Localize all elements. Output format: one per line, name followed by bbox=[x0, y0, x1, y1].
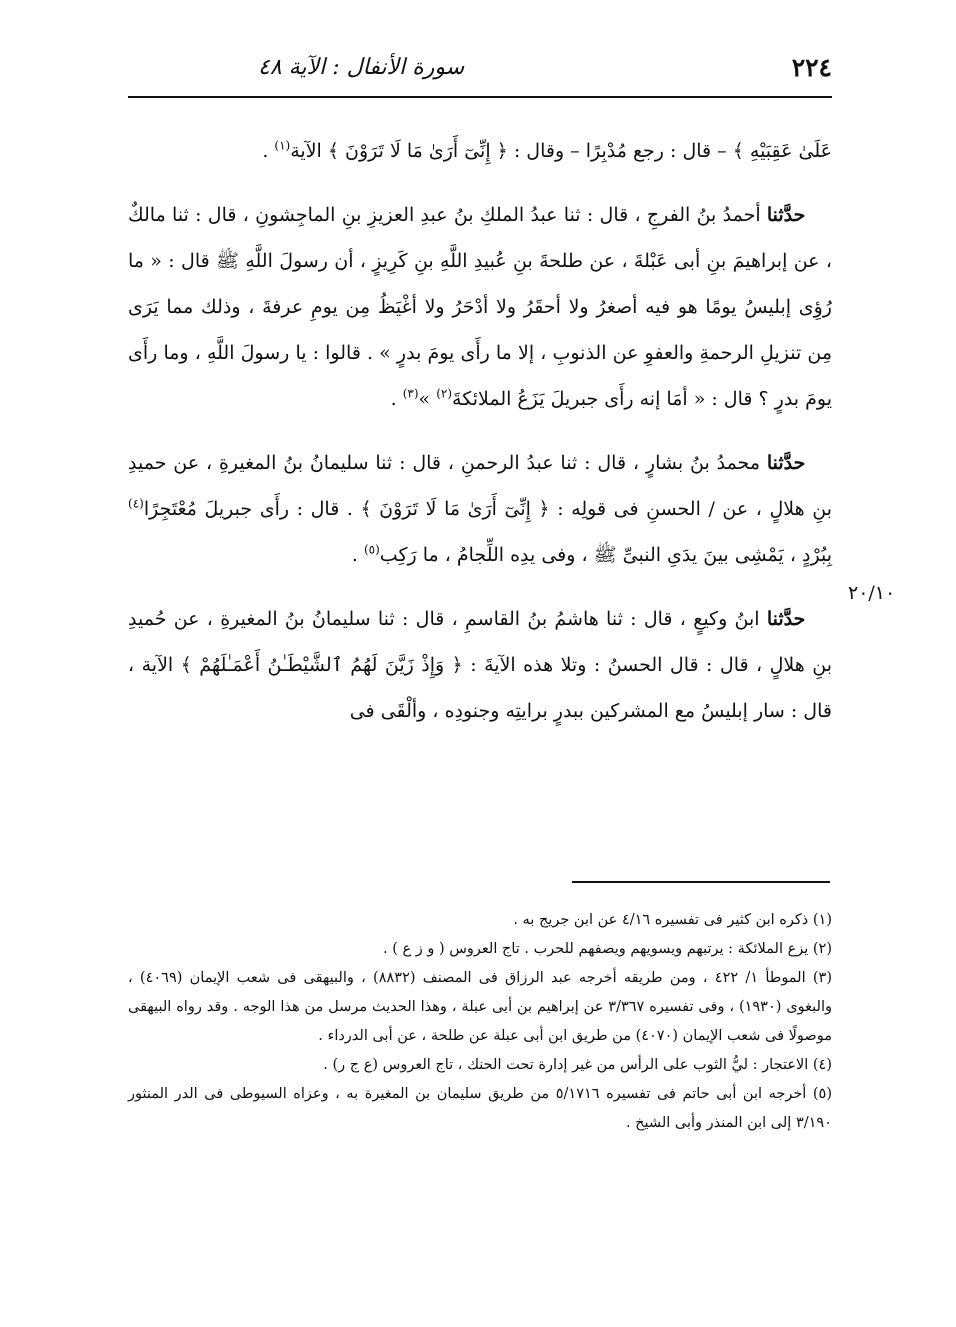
footnote-rule bbox=[572, 881, 830, 883]
continuation-line: عَلَىٰ عَقِبَيْهِ ﴾ – قال : رجع مُدْبِرًا – وقال : ﴿ إِنِّىٓ أَرَىٰ مَا لَا تَرَوْنَ ﴾ الآية$^{(١)}$ . bbox=[262, 138, 832, 162]
footnote-4: (٤) الاعتجار : ليُّ الثوب على الرأس من غير إدارة تحت الحنك ، تاج العروس (ع ج ر) . bbox=[323, 1057, 832, 1073]
footnote-marker: (٥) bbox=[363, 542, 380, 557]
header-rule bbox=[128, 96, 832, 98]
footnote-marker: (٤) bbox=[128, 496, 144, 511]
footnote-marker: (٣) bbox=[402, 386, 419, 401]
page-number: ٢٢٤ bbox=[791, 52, 832, 82]
paragraph-lead: حدَّثنا bbox=[766, 608, 806, 630]
footnote-5: (٥) أخرجه ابن أبى حاتم فى تفسيره ٥/١٧١٦ من طريق سليمان بن المغيرة به ، وعزاه السيوطى فى الدر المنثور ٣/١٩٠ إلى ابن المنذر وأبى الشيخ . bbox=[128, 1086, 833, 1131]
paragraph-2: حدَّثنا محمدُ بنُ بشارٍ ، قال : ثنا عبدُ الرحمنِ ، قال : ثنا سليمانُ بنُ المغيرةِ ، عن حميدِ بنِ هلالٍ ، عن / الحسنِ فى قولِه : ﴿ إِنِّىٓ أَرَىٰ مَا لَا تَرَوْنَ ﴾ . قال : رأَى جبريلَ مُعْتَجِرًا$^{(٤)}$ بِبُرْدٍ ، يَمْشِى بينَ يدَىِ النبىِّ ﷺ ، وفى يدِه اللِّجامُ ، ما رَكِب$^{(٥)}$ . bbox=[128, 452, 832, 566]
footnote-1: (١) ذكره ابن كثير فى تفسيره ٤/١٦ عن ابن جريج به . bbox=[513, 912, 832, 928]
footnote-marker: (١) bbox=[274, 138, 291, 153]
footnote-marker: (٢) bbox=[436, 386, 453, 401]
footnotes bbox=[128, 906, 832, 1138]
page-header bbox=[128, 42, 832, 92]
paragraph-3: حدَّثنا ابنُ وكيعٍ ، قال : ثنا هاشمُ بنُ القاسمِ ، قال : ثنا سليمانُ بنُ المغيرةِ ، عن حُميدِ بنِ هلالٍ ، قال : قال الحسنُ : وتلا هذه الآيةَ : ﴿ وَإِذْ زَيَّنَ لَهُمُ ٱلشَّيْطَـٰنُ أَعْمَـٰلَهُمْ ﴾ الآية ، قال : سار إبليسُ مع المشركين ببدرٍ برايتِه وجنودِه ، وألْقَى فى bbox=[128, 608, 832, 722]
margin-reference: ٢٠/١٠ bbox=[848, 582, 896, 604]
paragraph-lead: حدَّثنا bbox=[766, 204, 806, 226]
footnote-2: (٢) يزع الملائكة : يرتبهم ويسويهم ويصفهم للحرب . تاج العروس ( و ز ع ) . bbox=[382, 941, 832, 957]
paragraph-1: حدَّثنا أحمدُ بنُ الفرجِ ، قال : ثنا عبدُ الملكِ بنُ عبدِ العزيزِ بنِ الماجِشونِ ، قال : ثنا مالكٌ ، عن إبراهيمَ بنِ أبى عَبْلةَ ، عن طلحةَ بنِ عُبيدِ اللَّهِ بنِ كَرِيزٍ ، أن رسولَ اللَّهِ ﷺ قال : « ما رُؤِى إبليسُ يومًا هو فيه أصغرُ ولا أحقَرُ ولا أدْحَرُ ولا أغْيَظُ مِن يومِ عرفةَ ، وذلك مما يَرَى مِن تنزيلِ الرحمةِ والعفوِ عن الذنوبِ ، إلا ما رأَى يومَ بدرٍ » . قالوا : يا رسولَ اللَّهِ ، وما رأَى يومَ بدرٍ ؟ قال : « أمَا إنه رأَى جبريلَ يَزَعُ الملائكةَ$^{(٢)}$ »$^{(٣)}$ . bbox=[128, 204, 832, 410]
footnote-3: (٣) الموطأ ١/ ٤٢٢ ، ومن طريقه أخرجه عبد الرزاق فى المصنف (٨٨٣٢) ، والبيهقى فى شعب الإيمان (٤٠٦٩) ، والبغوى (١٩٣٠) ، وفى تفسيره ٣/٣٦٧ عن إبراهيم بن أبى عبلة ، وهذا الحديث مرسل من هذا الوجه . وقد رواه البيهقى موصولًا فى شعب الإيمان (٤٠٧٠) من طريق ابن أبى عبلة عن طلحة ، عن أبى الدرداء . bbox=[128, 970, 833, 1044]
paragraph-lead: حدَّثنا bbox=[766, 452, 806, 474]
running-title: سورة الأنفال : الآية ٤٨ bbox=[258, 54, 465, 80]
main-text bbox=[128, 128, 832, 734]
